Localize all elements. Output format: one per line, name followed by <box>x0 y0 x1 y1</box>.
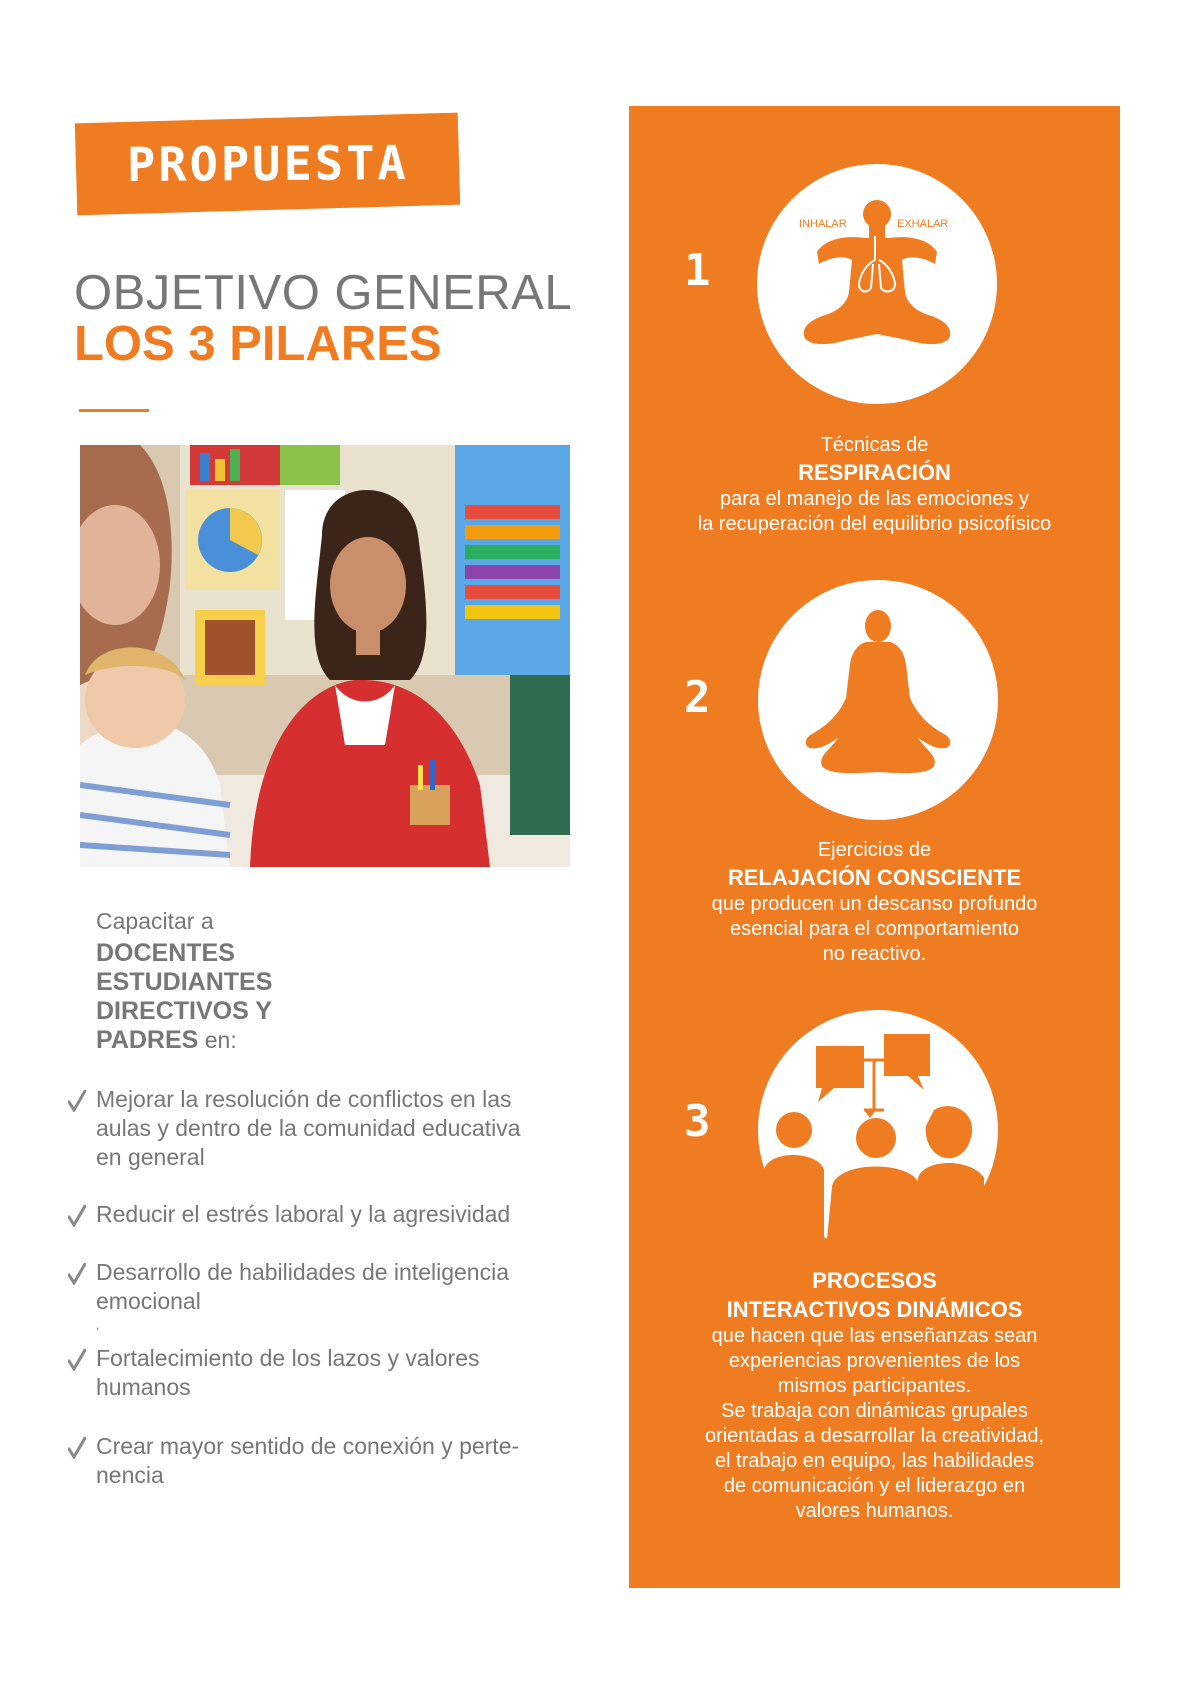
group-padres-line <box>96 1026 546 1055</box>
checkmark-icon <box>68 1090 86 1112</box>
list-item: Reducir el estrés laboral y la agresividad <box>68 1200 510 1229</box>
section-tag-label: PROPUESTA <box>126 135 409 193</box>
group-directivos: DIRECTIVOS Y <box>96 997 272 1025</box>
pillar-1-title: RESPIRACIÓN <box>798 460 951 485</box>
checkmark-icon <box>68 1349 86 1371</box>
pillar-3-number: 3 <box>684 1096 711 1147</box>
inhale-label: INHALAR <box>799 218 847 230</box>
section-tag <box>75 113 460 216</box>
pillar-3-text: PROCESOS INTERACTIVOS DINÁMICOS que hacen que las enseñanzas sean experiencias provenientes de los mismos participantes. Se trabaja con dinámicas grupales orientadas a desarrollar la creatividad, el trabajo en equipo, las habilidades de comunicación y el liderazgo en valores humanos. <box>629 1266 1120 1524</box>
pillar-2-title: RELAJACIÓN CONSCIENTE <box>727 865 1022 890</box>
pillar-1-number: 1 <box>684 245 711 296</box>
page-title: OBJETIVO GENERAL <box>74 266 573 320</box>
intro-suffix: en: <box>198 1027 237 1053</box>
pillar-2-number: 2 <box>684 672 711 723</box>
stray-comma: , <box>96 1318 100 1332</box>
group-padres: PADRES <box>96 1026 199 1054</box>
group-estudiantes: ESTUDIANTES <box>96 968 273 996</box>
checkmark-icon <box>68 1205 86 1227</box>
exhale-label: EXHALAR <box>897 218 949 230</box>
group-docentes: DOCENTES <box>96 939 235 967</box>
checkmark-icon <box>68 1263 86 1285</box>
pillar-2-text: Ejercicios de RELAJACIÓN CONSCIENTE que producen un descanso profundo esencial para el comportamiento no reactivo. <box>629 838 1120 967</box>
checkmark-icon <box>68 1437 86 1459</box>
meditation-icon <box>758 580 998 820</box>
group-dialogue-icon <box>758 1010 998 1250</box>
title-divider <box>79 409 149 412</box>
intro-block <box>96 908 546 1055</box>
pillar-1-pre: Técnicas de <box>820 434 929 456</box>
pillar-3-title-line2: INTERACTIVOS DINÁMICOS <box>726 1297 1023 1322</box>
list-item: Crear mayor sentido de conexión y perte- nencia <box>68 1432 519 1490</box>
list-item: Mejorar la resolución de conflictos en las aulas y dentro de la comunidad educativa en general <box>68 1085 521 1172</box>
list-item: Fortalecimiento de los lazos y valores humanos <box>68 1344 480 1402</box>
pillar-1-text: Técnicas de RESPIRACIÓN para el manejo de las emociones y la recuperación del equilibrio psicofísico <box>629 433 1120 537</box>
page-subtitle: LOS 3 PILARES <box>74 317 442 371</box>
group-dialogue-icon-wrap <box>758 1010 998 1250</box>
list-item: Desarrollo de habilidades de inteligencia emocional <box>68 1258 509 1316</box>
pillar-2-pre: Ejercicios de <box>817 839 932 861</box>
meditation-icon-wrap <box>758 580 998 820</box>
intro-lead: Capacitar a <box>96 908 214 934</box>
meditation-lungs-icon <box>757 164 997 404</box>
pillar-3-title-line1: PROCESOS <box>812 1268 937 1293</box>
classroom-photo-illustration <box>80 445 570 867</box>
classroom-photo <box>80 445 570 867</box>
intro-groups <box>96 939 546 1055</box>
breathing-icon <box>757 164 997 404</box>
